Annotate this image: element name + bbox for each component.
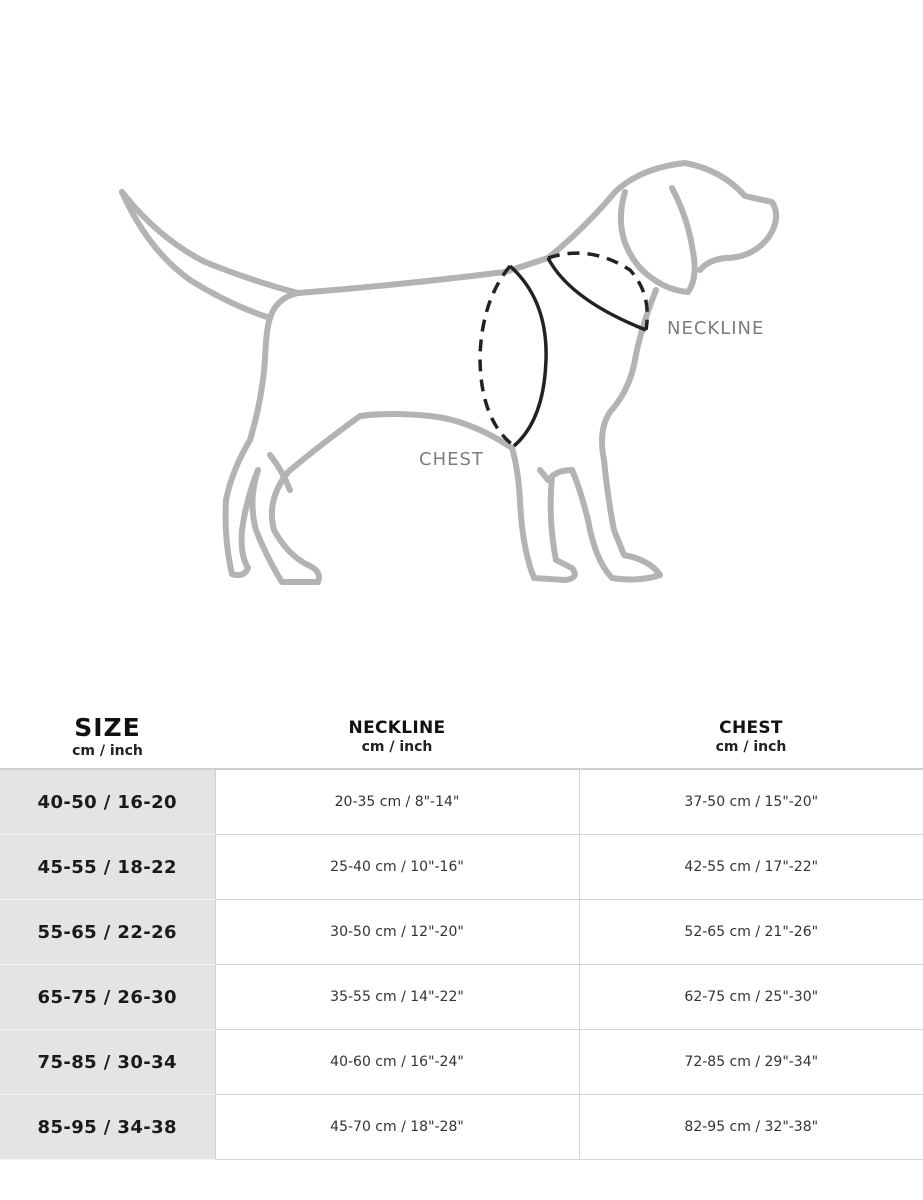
neckline-cell: 25-40 cm / 10"-16": [215, 835, 579, 900]
chest-cell: 82-95 cm / 32"-38": [579, 1095, 923, 1160]
table-row: [0, 835, 923, 900]
neckline-column-header: [215, 705, 579, 769]
chest-header-title: CHEST: [719, 717, 783, 738]
size-header-title: SIZE: [74, 712, 141, 742]
size-column-header: [0, 705, 215, 769]
size-cell: 55-65 / 22-26: [0, 900, 215, 965]
table-row: [0, 1095, 923, 1160]
chest-cell: 62-75 cm / 25"-30": [579, 965, 923, 1030]
chest-header-unit: cm / inch: [715, 738, 787, 755]
chest-cell: 52-65 cm / 21"-26": [579, 900, 923, 965]
chest-cell: 72-85 cm / 29"-34": [579, 1030, 923, 1095]
neckline-label: NECKLINE: [667, 318, 765, 339]
chest-cell: 42-55 cm / 17"-22": [579, 835, 923, 900]
table-header-row: [0, 705, 923, 769]
neckline-cell: 30-50 cm / 12"-20": [215, 900, 579, 965]
neckline-cell: 20-35 cm / 8"-14": [215, 769, 579, 835]
size-cell: 45-55 / 18-22: [0, 835, 215, 900]
table-row: [0, 900, 923, 965]
neckline-cell: 40-60 cm / 16"-24": [215, 1030, 579, 1095]
table-row: [0, 1030, 923, 1095]
size-chart-table: [0, 705, 923, 1160]
size-cell: 85-95 / 34-38: [0, 1095, 215, 1160]
neckline-header-title: NECKLINE: [348, 717, 446, 738]
chest-label: CHEST: [419, 449, 484, 470]
size-cell: 65-75 / 26-30: [0, 965, 215, 1030]
table-row: [0, 769, 923, 835]
chest-cell: 37-50 cm / 15"-20": [579, 769, 923, 835]
table-row: [0, 965, 923, 1030]
chest-column-header: [579, 705, 923, 769]
neckline-cell: 45-70 cm / 18"-28": [215, 1095, 579, 1160]
neckline-header-unit: cm / inch: [361, 738, 433, 755]
size-header-unit: cm / inch: [72, 742, 143, 759]
neckline-cell: 35-55 cm / 14"-22": [215, 965, 579, 1030]
size-cell: 40-50 / 16-20: [0, 769, 215, 835]
size-cell: 75-85 / 30-34: [0, 1030, 215, 1095]
